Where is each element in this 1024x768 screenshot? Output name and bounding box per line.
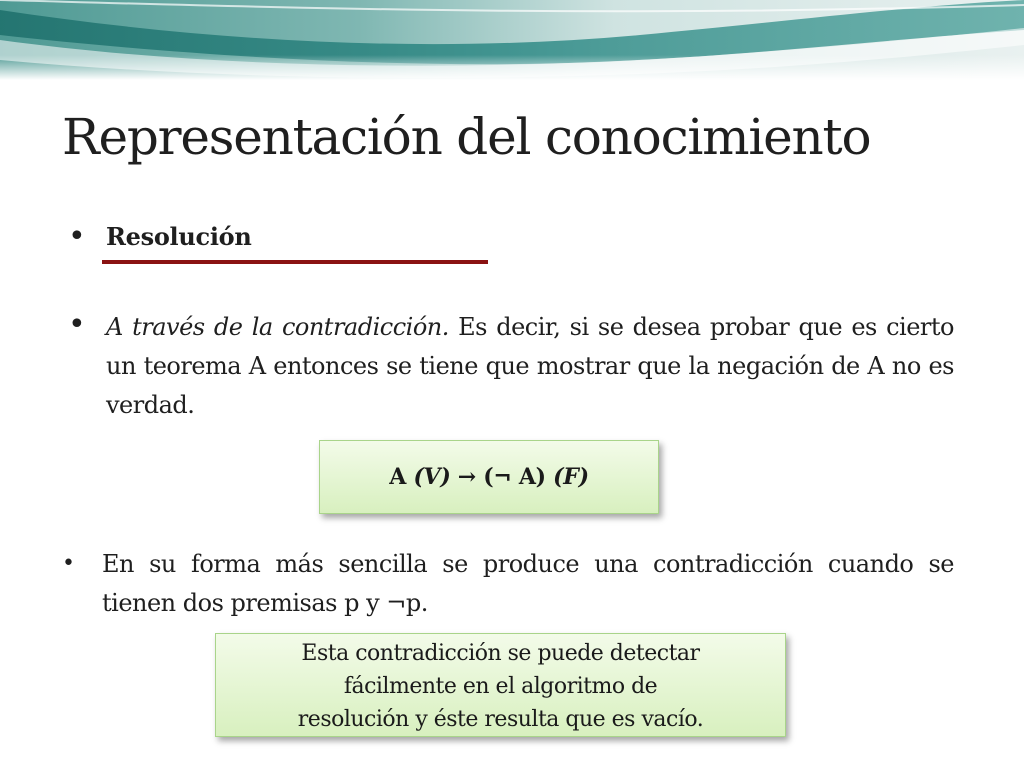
bullet-marker: • [62,551,75,576]
slide-title: Representación del conocimiento [62,108,871,166]
heading-underline [102,260,488,264]
note-box [215,633,786,737]
contradiction-paragraph: En su forma más sencilla se produce una contradicción cuando se tienen dos premisas p y ¬p. [102,550,954,617]
paragraph-text: Es decir, si se desea probar que es cierto un teorema A entonces se tiene que mostrar que la negación de A no es verdad. [106,313,954,419]
section-heading: Resolución [106,222,252,251]
definition-paragraph [106,308,954,425]
formula-box: A (V) → (¬ A) (F) [319,440,659,514]
note-line: Esta contradicción se puede detectar [301,641,700,666]
decorative-banner [0,0,1024,80]
note-line: fácilmente en el algoritmo de [343,674,658,699]
note-line: resolución y éste resulta que es vacío. [297,707,704,732]
italic-lead: A través de la contradicción. [106,313,449,341]
bullet-marker: • [68,219,86,254]
bullet-marker: • [68,307,86,342]
